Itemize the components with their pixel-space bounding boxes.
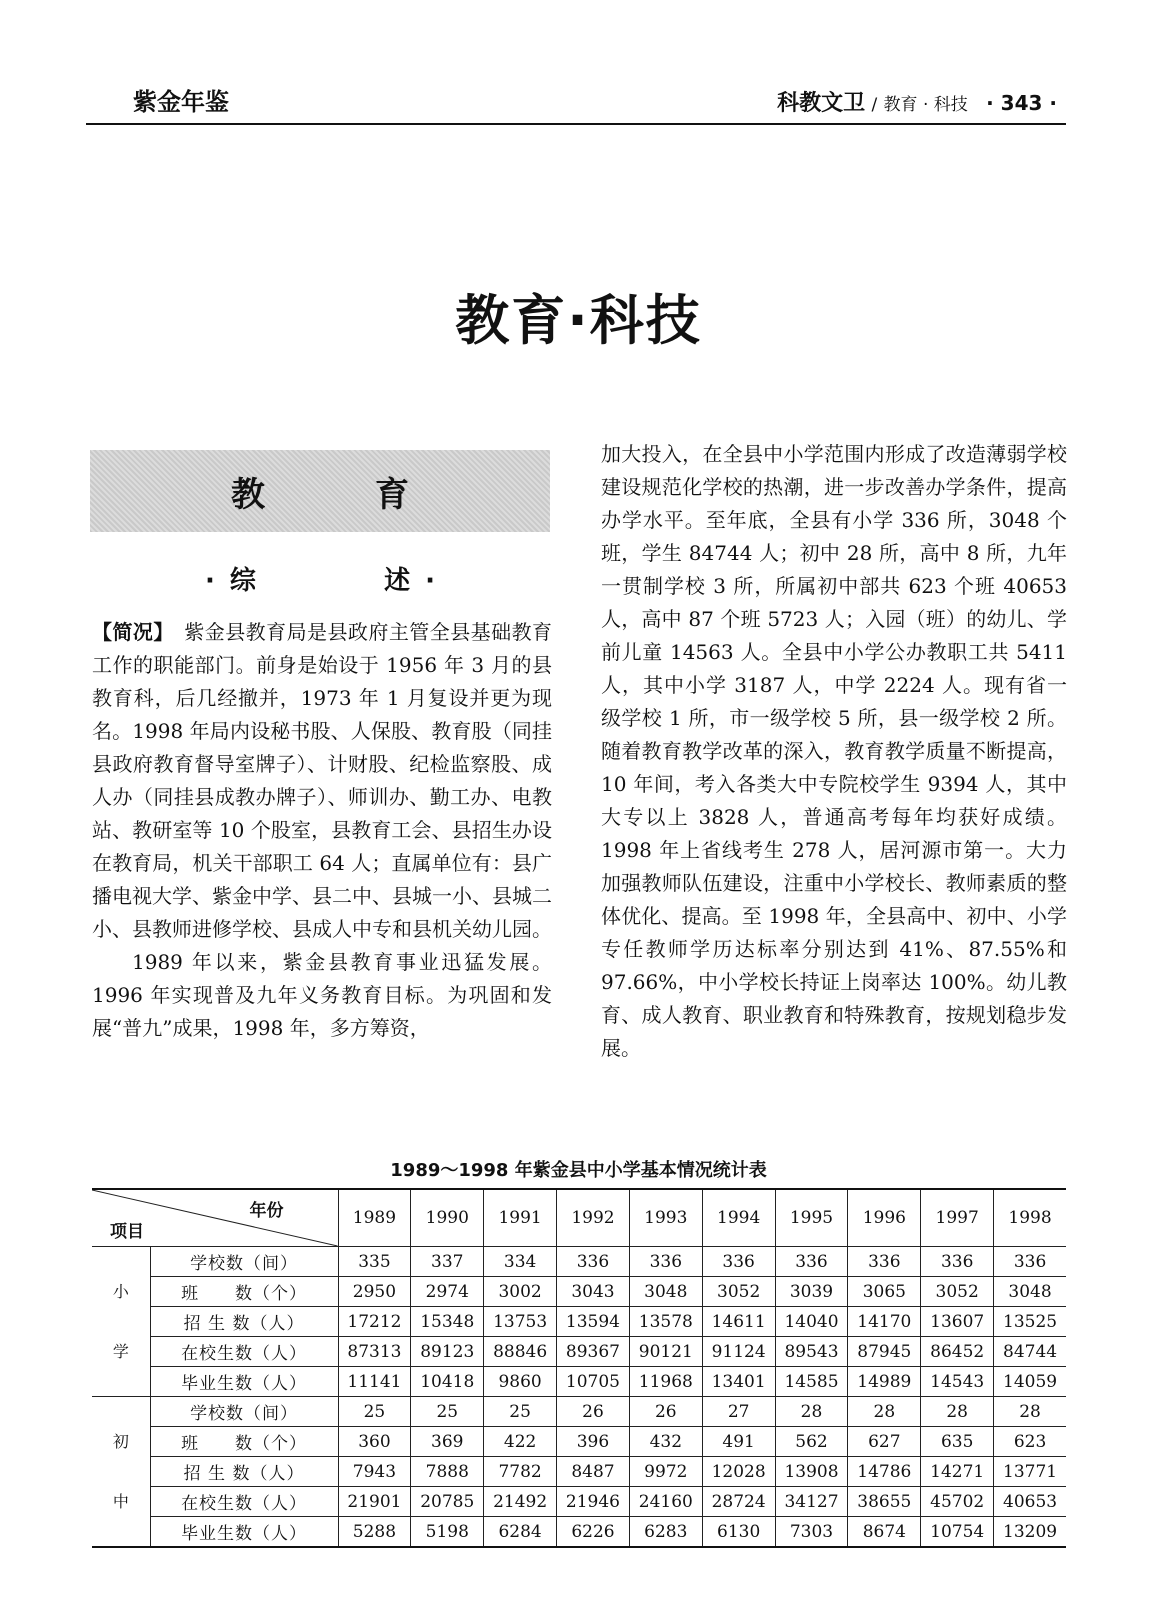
value-cell: 25 bbox=[411, 1397, 484, 1427]
value-cell: 14059 bbox=[994, 1367, 1066, 1397]
value-cell: 10754 bbox=[921, 1517, 994, 1548]
subsection-heading bbox=[90, 560, 550, 597]
value-cell: 7888 bbox=[411, 1457, 484, 1487]
value-cell: 13771 bbox=[994, 1457, 1066, 1487]
value-cell: 13594 bbox=[557, 1307, 630, 1337]
table-row bbox=[92, 1277, 1066, 1307]
value-cell: 14989 bbox=[848, 1367, 921, 1397]
group-label-char: 中 bbox=[112, 1491, 129, 1511]
value-cell: 491 bbox=[702, 1427, 775, 1457]
value-cell: 14786 bbox=[848, 1457, 921, 1487]
value-cell: 45702 bbox=[921, 1487, 994, 1517]
value-cell: 635 bbox=[921, 1427, 994, 1457]
value-cell: 5198 bbox=[411, 1517, 484, 1548]
value-cell: 89123 bbox=[411, 1337, 484, 1367]
year-header: 1997 bbox=[921, 1189, 994, 1247]
row-label-cell: 在校生数（人） bbox=[150, 1487, 338, 1517]
value-cell: 3065 bbox=[848, 1277, 921, 1307]
value-cell: 34127 bbox=[775, 1487, 848, 1517]
value-cell: 14040 bbox=[775, 1307, 848, 1337]
value-cell: 15348 bbox=[411, 1307, 484, 1337]
subsection-text-1: 综 bbox=[229, 566, 256, 596]
year-header: 1996 bbox=[848, 1189, 921, 1247]
value-cell: 28 bbox=[921, 1397, 994, 1427]
group-label-char: 初 bbox=[112, 1431, 129, 1451]
value-cell: 24160 bbox=[629, 1487, 702, 1517]
value-cell: 21901 bbox=[338, 1487, 411, 1517]
value-cell: 26 bbox=[557, 1397, 630, 1427]
value-cell: 9860 bbox=[484, 1367, 557, 1397]
value-cell: 28 bbox=[994, 1397, 1066, 1427]
corner-label-item: 项目 bbox=[110, 1222, 144, 1242]
header-section: 科教文卫 bbox=[777, 91, 866, 116]
row-label-cell: 学校数（间） bbox=[150, 1397, 338, 1427]
header-separator: / bbox=[871, 95, 878, 115]
value-cell: 87945 bbox=[848, 1337, 921, 1367]
page-number: · 343 · bbox=[986, 91, 1057, 115]
group-label-char: 学 bbox=[112, 1341, 129, 1361]
value-cell: 336 bbox=[921, 1247, 994, 1277]
table-row bbox=[92, 1397, 1066, 1427]
corner-label-year: 年份 bbox=[249, 1201, 284, 1221]
value-cell: 13401 bbox=[702, 1367, 775, 1397]
value-cell: 334 bbox=[484, 1247, 557, 1277]
value-cell: 336 bbox=[557, 1247, 630, 1277]
value-cell: 3048 bbox=[994, 1277, 1066, 1307]
value-cell: 8674 bbox=[848, 1517, 921, 1548]
value-cell: 88846 bbox=[484, 1337, 557, 1367]
value-cell: 627 bbox=[848, 1427, 921, 1457]
value-cell: 87313 bbox=[338, 1337, 411, 1367]
subsection-text-2: 述 bbox=[384, 566, 411, 596]
year-header: 1991 bbox=[484, 1189, 557, 1247]
value-cell: 12028 bbox=[702, 1457, 775, 1487]
value-cell: 86452 bbox=[921, 1337, 994, 1367]
value-cell: 336 bbox=[848, 1247, 921, 1277]
header-subsection: 教育 · 科技 bbox=[883, 95, 968, 115]
section-heading: 教育 bbox=[231, 474, 519, 515]
value-cell: 3039 bbox=[775, 1277, 848, 1307]
value-cell: 26 bbox=[629, 1397, 702, 1427]
value-cell: 3048 bbox=[629, 1277, 702, 1307]
table-row bbox=[92, 1457, 1066, 1487]
value-cell: 369 bbox=[411, 1427, 484, 1457]
value-cell: 11968 bbox=[629, 1367, 702, 1397]
value-cell: 25 bbox=[484, 1397, 557, 1427]
value-cell: 28 bbox=[775, 1397, 848, 1427]
value-cell: 13753 bbox=[484, 1307, 557, 1337]
value-cell: 422 bbox=[484, 1427, 557, 1457]
table-row bbox=[92, 1517, 1066, 1548]
paragraph-overview-body: 紫金县教育局是县政府主管全县基础教育工作的职能部门。前身是始设于 1956 年 3 月的县教育科，后几经撤并，1973 年 1 月复设并更为现名。1998 年局内设秘书股、人保股、教育股（同挂县政府教育督导室牌子）、计财股、纪检监察股、成人办（同挂县成教办牌子）、师训办、勤工办、电教站、教研室等 10 个股室，县教育工会、县招生办设在教育局，机关干部职工 64 人；直属单位有：县广播电视大学、紫金中学、县二中、县城一小、县城二小、县教师进修学校、县成人中专和县机关幼儿园。 bbox=[92, 620, 553, 941]
value-cell: 6226 bbox=[557, 1517, 630, 1548]
row-label-cell: 毕业生数（人） bbox=[150, 1517, 338, 1548]
value-cell: 623 bbox=[994, 1427, 1066, 1457]
header-rule bbox=[86, 123, 1066, 125]
value-cell: 14170 bbox=[848, 1307, 921, 1337]
value-cell: 10705 bbox=[557, 1367, 630, 1397]
table-title: 1989～1998 年紫金县中小学基本情况统计表 bbox=[390, 1160, 767, 1181]
subsection-dot-left: · bbox=[204, 566, 215, 596]
value-cell: 13908 bbox=[775, 1457, 848, 1487]
table-body bbox=[92, 1247, 1066, 1548]
chapter-title: 教育·科技 bbox=[455, 289, 702, 352]
value-cell: 336 bbox=[629, 1247, 702, 1277]
year-header: 1993 bbox=[629, 1189, 702, 1247]
row-label-cell: 班 数（个） bbox=[150, 1427, 338, 1457]
value-cell: 89367 bbox=[557, 1337, 630, 1367]
value-cell: 6283 bbox=[629, 1517, 702, 1548]
year-header: 1990 bbox=[411, 1189, 484, 1247]
value-cell: 11141 bbox=[338, 1367, 411, 1397]
year-header: 1998 bbox=[994, 1189, 1066, 1247]
statistics-table bbox=[92, 1188, 1066, 1548]
value-cell: 38655 bbox=[848, 1487, 921, 1517]
value-cell: 40653 bbox=[994, 1487, 1066, 1517]
group-label-cell bbox=[92, 1247, 150, 1397]
year-header: 1994 bbox=[702, 1189, 775, 1247]
value-cell: 13578 bbox=[629, 1307, 702, 1337]
table-row bbox=[92, 1487, 1066, 1517]
value-cell: 28724 bbox=[702, 1487, 775, 1517]
table-header-row bbox=[92, 1189, 1066, 1247]
value-cell: 13209 bbox=[994, 1517, 1066, 1548]
table-row bbox=[92, 1337, 1066, 1367]
row-label-cell: 招 生 数（人） bbox=[150, 1307, 338, 1337]
value-cell: 9972 bbox=[629, 1457, 702, 1487]
book-title: 紫金年鉴 bbox=[133, 88, 229, 116]
value-cell: 28 bbox=[848, 1397, 921, 1427]
table-row bbox=[92, 1307, 1066, 1337]
row-label-cell: 在校生数（人） bbox=[150, 1337, 338, 1367]
row-label-cell: 招 生 数（人） bbox=[150, 1457, 338, 1487]
paragraph-development: 1989 年以来，紫金县教育事业迅猛发展。1996 年实现普及九年义务教育目标。为巩固和发展“普九”成果，1998 年，多方筹资， bbox=[92, 950, 552, 1040]
value-cell: 14585 bbox=[775, 1367, 848, 1397]
value-cell: 336 bbox=[775, 1247, 848, 1277]
value-cell: 8487 bbox=[557, 1457, 630, 1487]
subsection-dot-right: · bbox=[425, 566, 436, 596]
value-cell: 13607 bbox=[921, 1307, 994, 1337]
value-cell: 89543 bbox=[775, 1337, 848, 1367]
running-header bbox=[777, 86, 1057, 117]
value-cell: 7943 bbox=[338, 1457, 411, 1487]
table-row bbox=[92, 1247, 1066, 1277]
value-cell: 14271 bbox=[921, 1457, 994, 1487]
value-cell: 27 bbox=[702, 1397, 775, 1427]
paragraph-overview bbox=[92, 616, 552, 946]
paragraph-lead: 【简况】 bbox=[92, 620, 164, 644]
value-cell: 337 bbox=[411, 1247, 484, 1277]
value-cell: 13525 bbox=[994, 1307, 1066, 1337]
value-cell: 84744 bbox=[994, 1337, 1066, 1367]
value-cell: 17212 bbox=[338, 1307, 411, 1337]
value-cell: 396 bbox=[557, 1427, 630, 1457]
value-cell: 20785 bbox=[411, 1487, 484, 1517]
table-row bbox=[92, 1367, 1066, 1397]
value-cell: 335 bbox=[338, 1247, 411, 1277]
year-header: 1992 bbox=[557, 1189, 630, 1247]
value-cell: 336 bbox=[702, 1247, 775, 1277]
value-cell: 3052 bbox=[702, 1277, 775, 1307]
section-banner bbox=[90, 450, 550, 532]
value-cell: 336 bbox=[994, 1247, 1066, 1277]
row-label-cell: 班 数（个） bbox=[150, 1277, 338, 1307]
value-cell: 3002 bbox=[484, 1277, 557, 1307]
value-cell: 2950 bbox=[338, 1277, 411, 1307]
value-cell: 10418 bbox=[411, 1367, 484, 1397]
year-header: 1995 bbox=[775, 1189, 848, 1247]
row-label-cell: 毕业生数（人） bbox=[150, 1367, 338, 1397]
value-cell: 7782 bbox=[484, 1457, 557, 1487]
year-header: 1989 bbox=[338, 1189, 411, 1247]
value-cell: 2974 bbox=[411, 1277, 484, 1307]
group-label-cell bbox=[92, 1397, 150, 1548]
value-cell: 3052 bbox=[921, 1277, 994, 1307]
value-cell: 21946 bbox=[557, 1487, 630, 1517]
table-row bbox=[92, 1427, 1066, 1457]
value-cell: 91124 bbox=[702, 1337, 775, 1367]
value-cell: 90121 bbox=[629, 1337, 702, 1367]
value-cell: 432 bbox=[629, 1427, 702, 1457]
value-cell: 562 bbox=[775, 1427, 848, 1457]
value-cell: 6284 bbox=[484, 1517, 557, 1548]
value-cell: 14543 bbox=[921, 1367, 994, 1397]
value-cell: 6130 bbox=[702, 1517, 775, 1548]
value-cell: 7303 bbox=[775, 1517, 848, 1548]
value-cell: 21492 bbox=[484, 1487, 557, 1517]
value-cell: 5288 bbox=[338, 1517, 411, 1548]
value-cell: 25 bbox=[338, 1397, 411, 1427]
paragraph-development-continued: 加大投入，在全县中小学范围内形成了改造薄弱学校建设规范化学校的热潮，进一步改善办学条件，提高办学水平。至年底，全县有小学 336 所，3048 个班，学生 84744 人；初中 28 所，高中 8 所，九年一贯制学校 3 所，所属初中部共 623 个班 40653 人，高中 87 个班 5723 人；入园（班）的幼儿、学前儿童 14563 人。全县中小学公办教职工共 5411 人，其中小学 3187 人，中学 2224 人。现有省一级学校 1 所，市一级学校 5 所，县一级学校 2 所。随着教育教学改革的深入，教育教学质量不断提高，10 年间，考入各类大中专院校学生 9394 人，其中大专以上 3828 人，普通高考每年均获好成绩。1998 年上省线考生 278 人，居河源市第一。大力加强教师队伍建设，注重中小学校长、教师素质的整体优化、提高。至 1998 年，全县高中、初中、小学专任教师学历达标率分别达到 41%、87.55%和 97.66%，中小学校长持证上岗率达 100%。幼儿教育、成人教育、职业教育和特殊教育，按规划稳步发展。 bbox=[601, 442, 1067, 1060]
right-column bbox=[601, 438, 1067, 1065]
group-label-char: 小 bbox=[112, 1281, 129, 1301]
row-label-cell: 学校数（间） bbox=[150, 1247, 338, 1277]
value-cell: 14611 bbox=[702, 1307, 775, 1337]
value-cell: 3043 bbox=[557, 1277, 630, 1307]
table-corner-cell bbox=[92, 1189, 338, 1247]
left-column bbox=[92, 616, 552, 1045]
value-cell: 360 bbox=[338, 1427, 411, 1457]
